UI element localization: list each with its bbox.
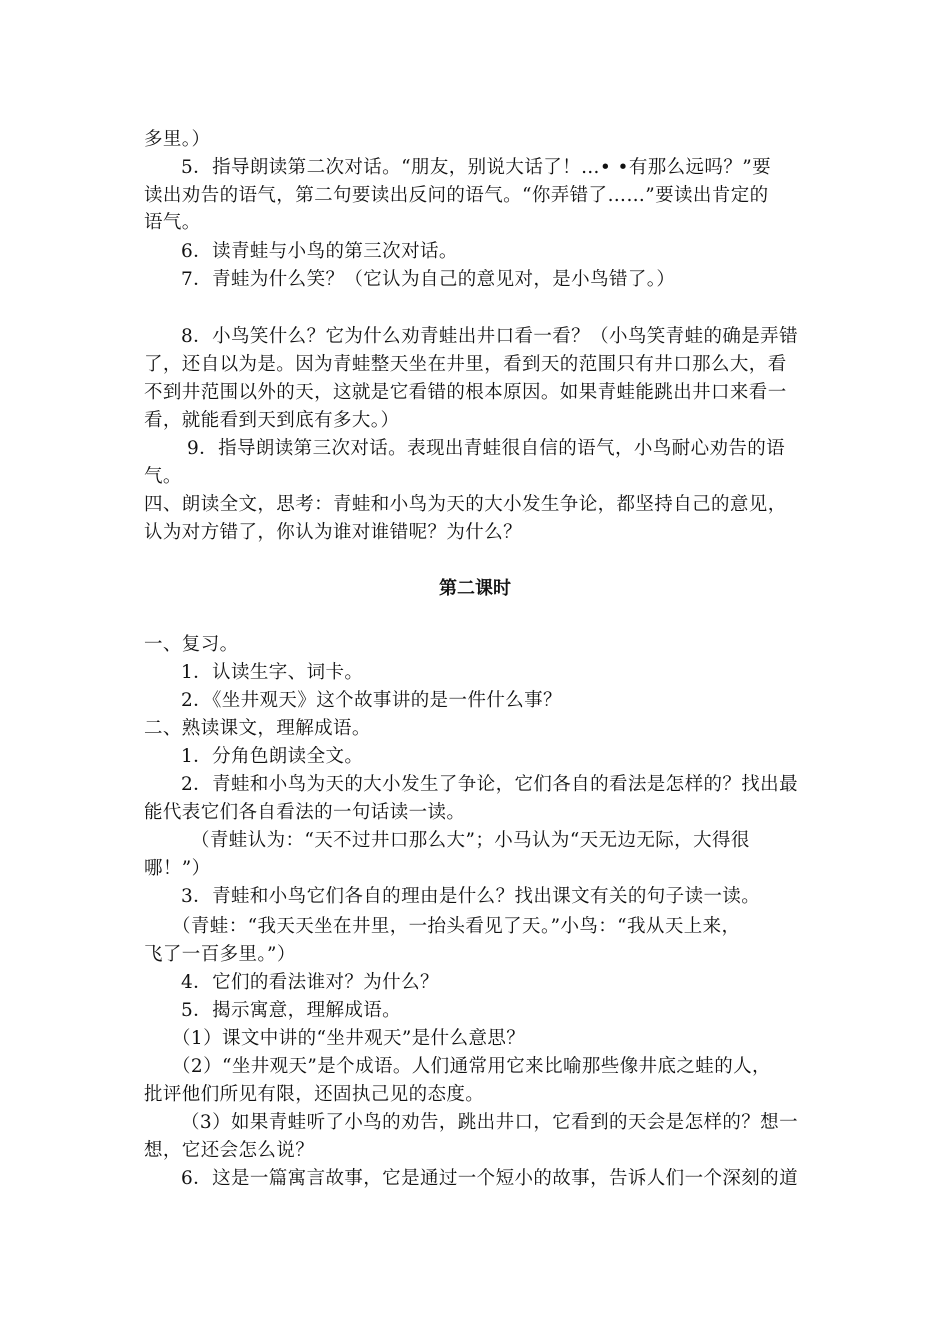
text-line: 1．认读生字、词卡。 <box>181 662 364 683</box>
text-line: 2．《坐井观天》这个故事讲的是一件什么事？ <box>181 690 562 711</box>
text-line: 想，它还会怎么说？ <box>144 1140 315 1161</box>
text-line: 一、复习。 <box>144 634 239 655</box>
text-line: 7．青蛙为什么笑？（它认为自己的意见对，是小鸟错了。） <box>181 269 676 290</box>
text-line: 能代表它们各自看法的一句话读一读。 <box>144 802 466 823</box>
text-line: 批评他们所见有限，还固执己见的态度。 <box>144 1084 485 1105</box>
text-line: 5．揭示寓意，理解成语。 <box>181 1000 402 1021</box>
text-line: 6．读青蛙与小鸟的第三次对话。 <box>181 241 458 262</box>
text-line: 4．它们的看法谁对？为什么？ <box>181 972 439 993</box>
text-line: （2）“坐井观天”是个成语。人们通常用它来比喻那些像井底之蛙的人， <box>172 1056 771 1077</box>
text-line: 飞了一百多里。”） <box>144 944 296 965</box>
text-line: 看，就能看到天到底有多大。） <box>144 410 400 431</box>
text-line: 认为对方错了，你认为谁对谁错呢？为什么？ <box>144 522 523 543</box>
text-line: 不到井范围以外的天，这就是它看错的根本原因。如果青蛙能跳出井口来看一 <box>144 382 787 403</box>
text-line: 8．小鸟笑什么？它为什么劝青蛙出井口看一看？（小鸟笑青蛙的确是弄错 <box>181 326 798 347</box>
text-line: 多里。） <box>144 129 211 150</box>
text-line: 1．分角色朗读全文。 <box>181 746 364 767</box>
text-line: 2．青蛙和小鸟为天的大小发生了争论，它们各自的看法是怎样的？找出最 <box>181 774 798 795</box>
text-line: 哪！”） <box>144 858 211 879</box>
text-line: 5．指导朗读第二次对话。“朋友，别说大话了！…• •有那么远吗？”要 <box>181 157 771 178</box>
text-line: 气。 <box>144 466 182 487</box>
text-line: 9．指导朗读第三次对话。表现出青蛙很自信的语气，小鸟耐心劝告的语 <box>187 438 786 459</box>
text-line: 读出劝告的语气，第二句要读出反问的语气。“你弄错了……”要读出肯定的 <box>144 185 769 206</box>
text-line: （青蛙认为：“天不过井口那么大”；小马认为“天无边无际，大得很 <box>191 830 750 851</box>
text-line: 语气。 <box>144 212 201 233</box>
text-line: 四、朗读全文，思考：青蛙和小鸟为天的大小发生争论，都坚持自己的意见， <box>144 494 787 515</box>
section-title: 第二课时 <box>439 578 511 599</box>
text-line: （3）如果青蛙听了小鸟的劝告，跳出井口，它看到的天会是怎样的？想一 <box>181 1112 798 1133</box>
text-line: 二、熟读课文，理解成语。 <box>144 718 371 739</box>
text-line: （1）课文中讲的“坐井观天”是什么意思？ <box>172 1028 526 1049</box>
text-line: 了，还自以为是。因为青蛙整天坐在井里，看到天的范围只有井口那么大，看 <box>144 354 787 375</box>
text-line: （青蛙：“我天天坐在井里，一抬头看见了天。”小鸟：“我从天上来， <box>172 916 741 937</box>
text-line: 6．这是一篇寓言故事，它是通过一个短小的故事，告诉人们一个深刻的道 <box>181 1168 798 1189</box>
text-line: 3．青蛙和小鸟它们各自的理由是什么？找出课文有关的句子读一读。 <box>181 886 761 907</box>
